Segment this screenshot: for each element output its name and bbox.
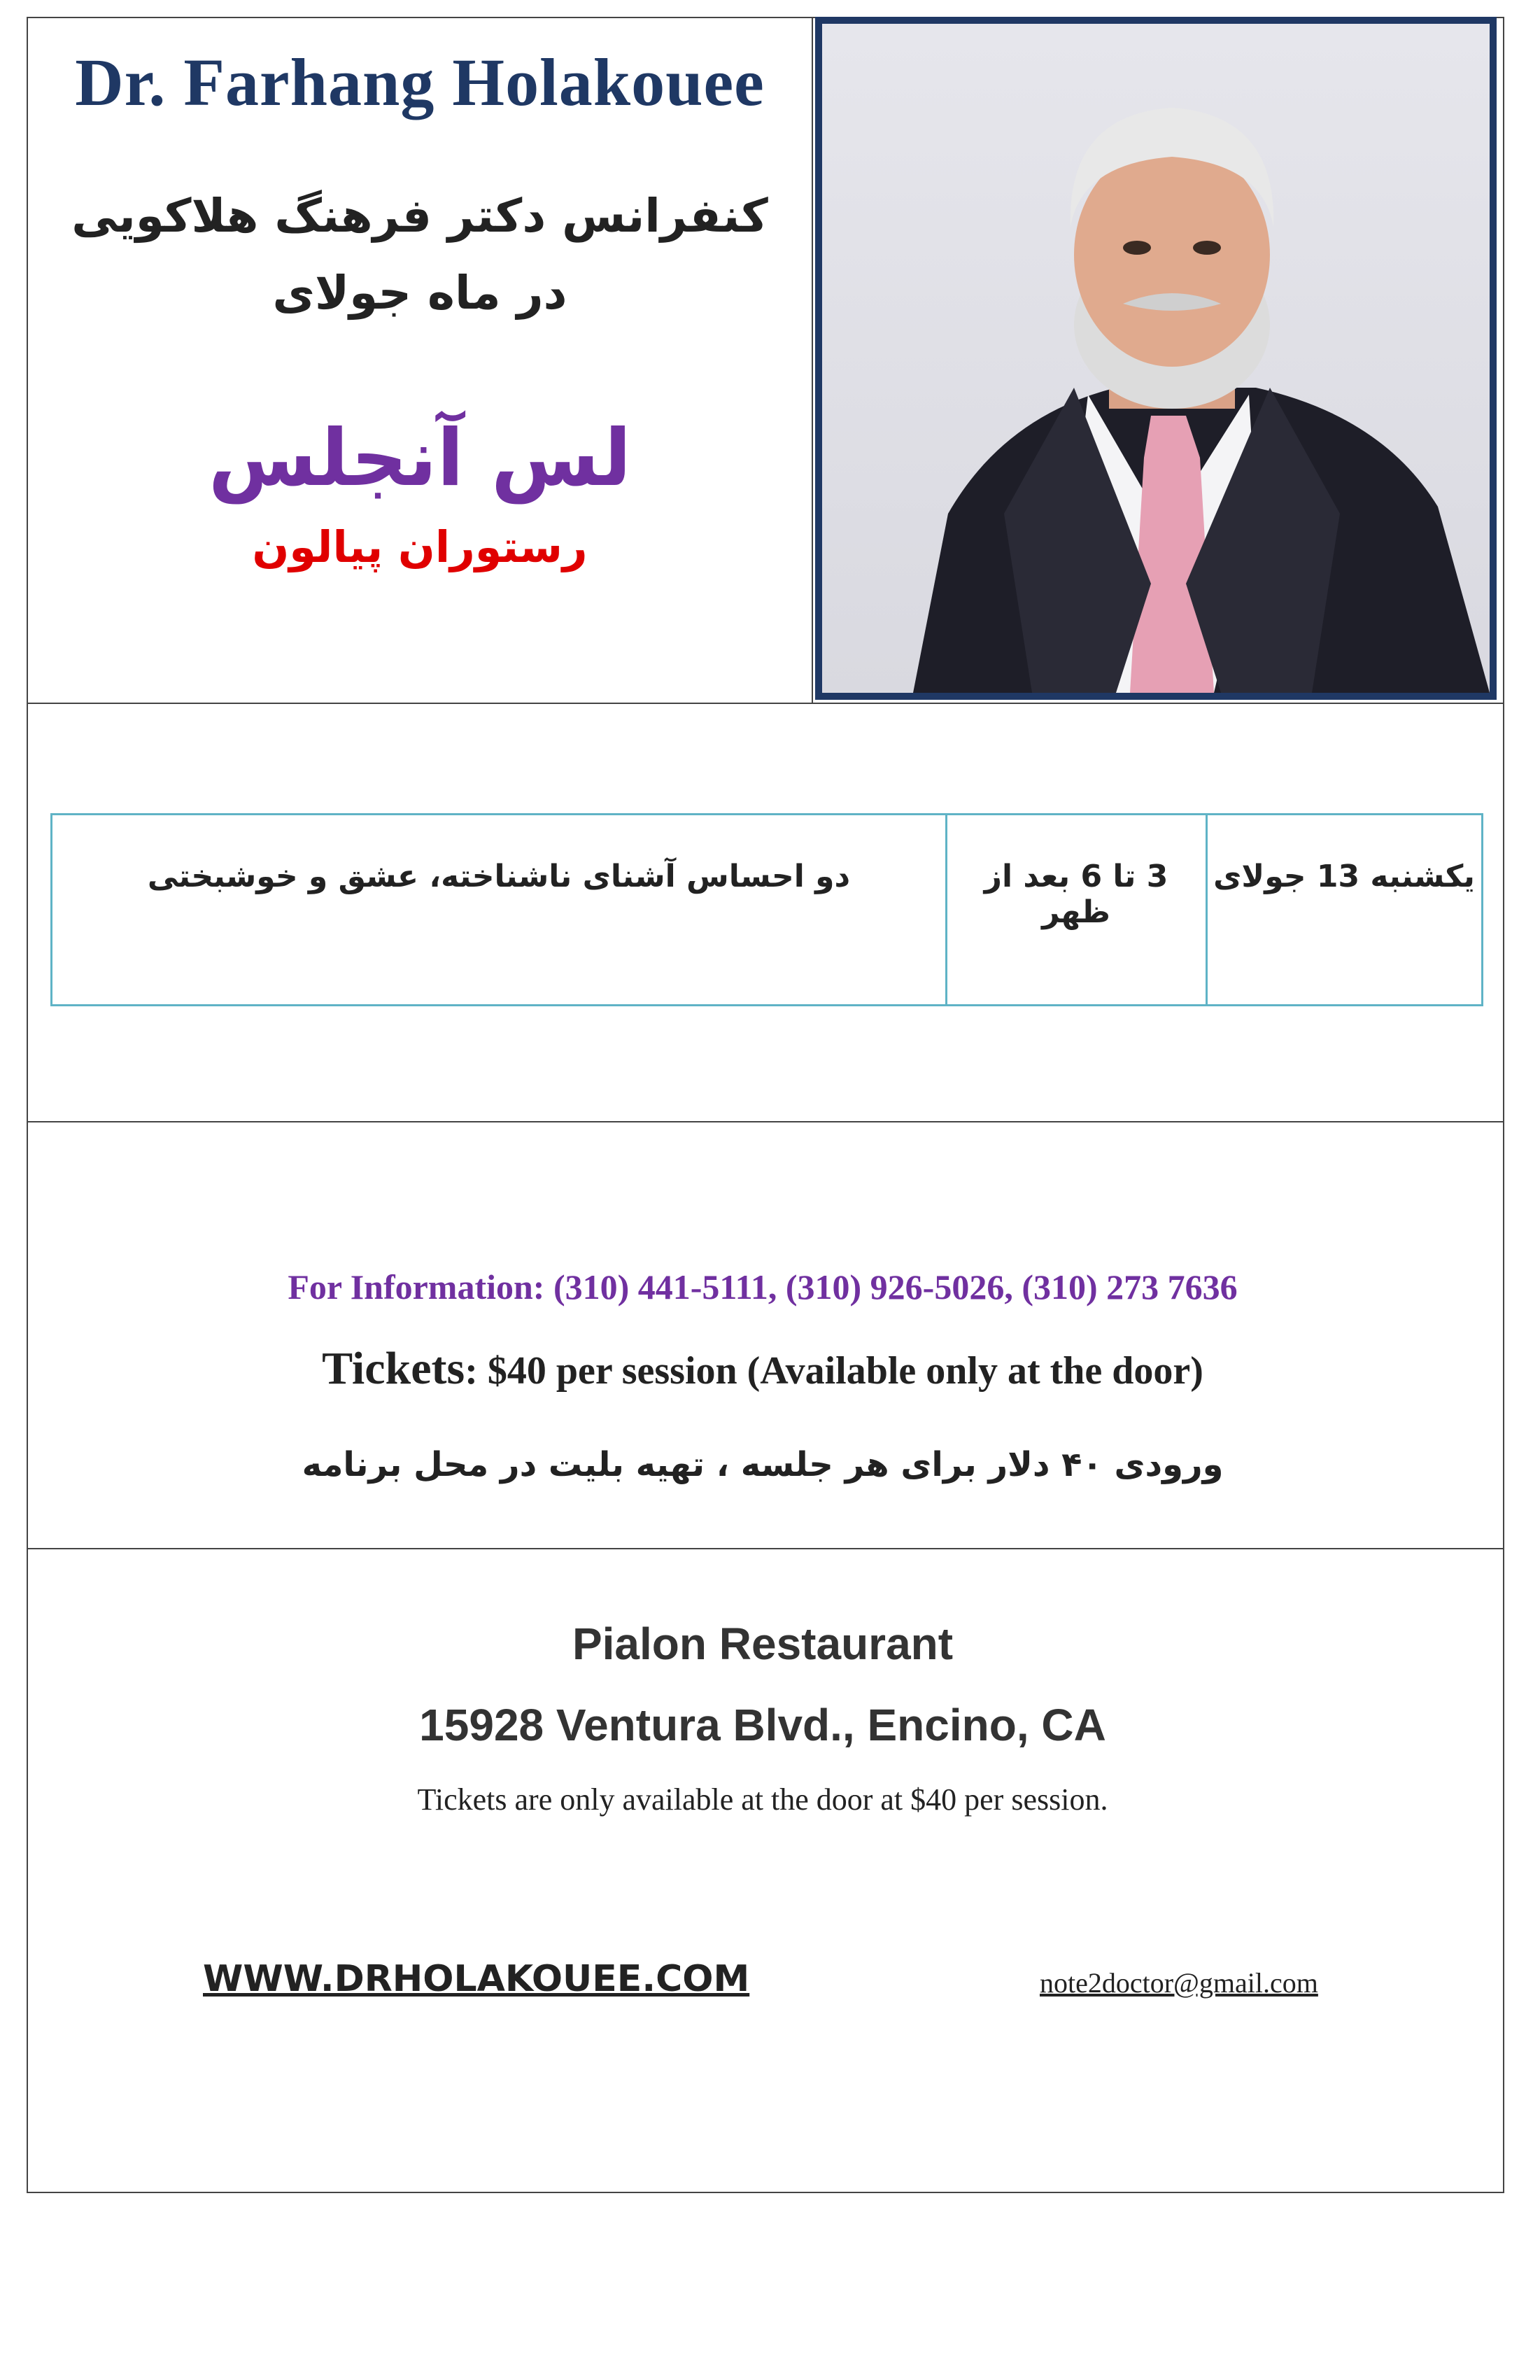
tickets-text: : $40 per session (Available only at the door) [465,1349,1203,1393]
speaker-portrait-icon [822,24,1490,693]
tickets-line [42,1342,1483,1395]
divider-header [27,703,1504,704]
schedule-table [50,813,1483,1006]
tickets-label: Tickets [322,1343,465,1394]
conference-month-fa: در ماه جولای [272,266,567,320]
schedule-time: 3 تا 6 بعد از ظهر [984,859,1168,930]
header-column-divider [812,17,813,704]
info-phones: For Information: (310) 441-5111, (310) 926-5026, (310) 273 7636 [288,1267,1238,1307]
conference-title-fa: کنفرانس دکتر فرهنگ هلاکویی [71,189,768,243]
divider-info [27,1548,1504,1549]
schedule-divider [945,815,947,1004]
entry-fee-fa: ورودی ۴۰ دلار برای هر جلسه ، تهیه بلیت در محل برنامه [302,1445,1224,1484]
divider-schedule [27,1121,1504,1122]
schedule-date: یکشنبه 13 جولای [1213,859,1475,894]
email-link[interactable]: note2doctor@gmail.com [1040,1967,1318,1999]
schedule-topic: دو احساس آشنای ناشناخته، عشق و خوشبختی [147,859,851,894]
restaurant-fa: رستوران پیالون [252,521,588,572]
schedule-divider [1206,815,1208,1004]
website-link[interactable]: WWW.DRHOLAKOUEE.COM [203,1958,750,2000]
speaker-name: Dr. Farhang Holakouee [75,45,765,120]
city-fa: لس آنجلس [208,413,632,504]
venue-ticket-note: Tickets are only available at the door at $40 per session. [417,1782,1108,1817]
venue-address: 15928 Ventura Blvd., Encino, CA [419,1700,1106,1750]
speaker-photo [815,17,1497,700]
venue-name: Pialon Restaurant [572,1619,954,1669]
